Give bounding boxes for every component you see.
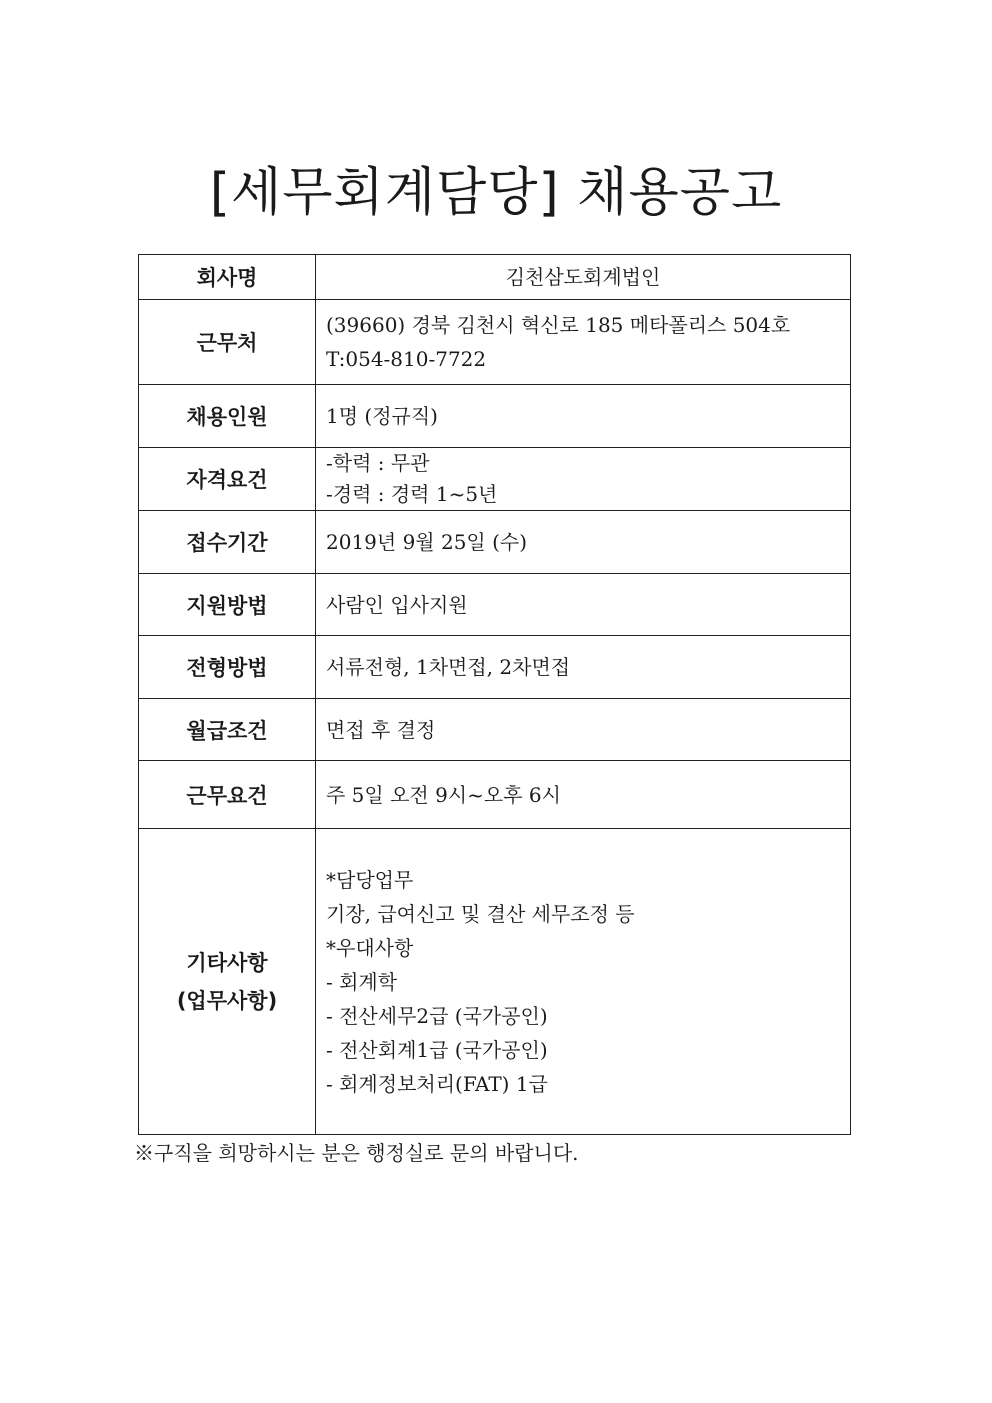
education-line: -학력 : 무관	[326, 451, 430, 475]
work-hours-value: 주 5일 오전 9시~오후 6시	[326, 782, 561, 807]
row-value	[316, 761, 851, 829]
row-value	[316, 448, 851, 511]
table-row	[139, 255, 851, 300]
duties-text: 기장, 급여신고 및 결산 세무조정 등	[326, 901, 635, 926]
table-row	[139, 636, 851, 699]
row-label: 근무요건	[139, 761, 316, 829]
row-label	[139, 829, 316, 1135]
application-period-value: 2019년 9월 25일 (수)	[326, 530, 528, 554]
row-value	[316, 300, 851, 385]
row-value	[316, 511, 851, 574]
row-label: 채용인원	[139, 385, 316, 448]
footnote: ※구직을 희망하시는 분은 행정실로 문의 바랍니다.	[134, 1141, 579, 1165]
row-label: 자격요건	[139, 448, 316, 511]
experience-line: -경력 : 경력 1~5년	[326, 482, 498, 506]
row-label: 회사명	[139, 255, 316, 300]
row-label: 전형방법	[139, 636, 316, 699]
row-value	[316, 636, 851, 699]
row-value	[316, 699, 851, 761]
application-method-value: 사람인 입사지원	[326, 592, 468, 617]
page-title: [세무회계담당] 채용공고	[209, 163, 783, 223]
table-row	[139, 300, 851, 385]
preferred-item: - 전산회계1급 (국가공인)	[326, 1037, 548, 1062]
row-value	[316, 255, 851, 300]
duties-heading: *담당업무	[326, 867, 414, 892]
table-row	[139, 448, 851, 511]
etc-label: 기타사항	[186, 950, 268, 975]
table-row	[139, 829, 851, 1135]
job-info-table	[138, 254, 851, 1135]
preferred-heading: *우대사항	[326, 935, 414, 960]
preferred-item: - 전산세무2급 (국가공인)	[326, 1003, 548, 1028]
row-label: 월급조건	[139, 699, 316, 761]
headcount-value: 1명 (정규직)	[326, 404, 438, 428]
preferred-item: - 회계학	[326, 969, 398, 994]
row-label: 접수기간	[139, 511, 316, 574]
table-row	[139, 699, 851, 761]
row-value	[316, 574, 851, 636]
table-row	[139, 385, 851, 448]
row-label: 지원방법	[139, 574, 316, 636]
table-row	[139, 511, 851, 574]
phone-line: T:054-810-7722	[326, 347, 487, 371]
row-value	[316, 385, 851, 448]
preferred-item: - 회계정보처리(FAT) 1급	[326, 1071, 548, 1096]
row-value	[316, 829, 851, 1135]
address-line: (39660) 경북 김천시 혁신로 185 메타폴리스 504호	[326, 313, 791, 337]
selection-process-value: 서류전형, 1차면접, 2차면접	[326, 655, 571, 679]
salary-value: 면접 후 결정	[326, 717, 436, 742]
table-row	[139, 574, 851, 636]
table-row	[139, 761, 851, 829]
etc-sublabel: (업무사항)	[176, 988, 278, 1013]
company-name: 김천삼도회계법인	[505, 265, 661, 289]
row-label: 근무처	[139, 300, 316, 385]
